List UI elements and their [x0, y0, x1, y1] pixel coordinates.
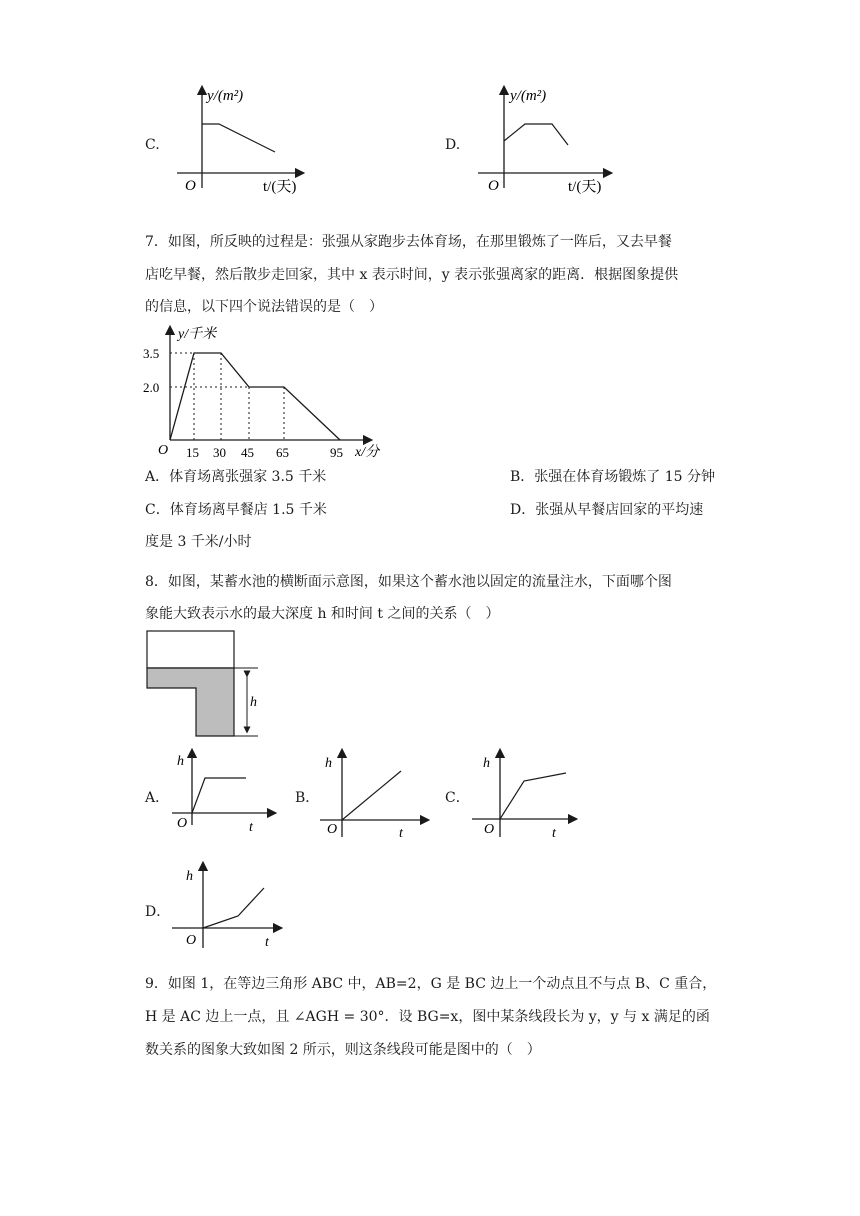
q8-option-d-graph	[168, 858, 288, 958]
q9-text-line2: H 是 AC 边上一点，且 ∠AGH = 30°．设 BG=x，图中某条线段长为 y，y 与 x 满足的函	[145, 1009, 710, 1025]
graph-line	[500, 773, 566, 819]
q6-option-d-graph	[468, 78, 618, 198]
graph-line	[192, 778, 246, 813]
q8-text-line1: 8．如图，某蓄水池的横断面示意图，如果这个蓄水池以固定的流量注水，下面哪个图	[145, 574, 672, 590]
x-axis-label: t	[265, 935, 269, 950]
q8-reservoir-diagram	[140, 626, 280, 744]
y-tick-3.5: 3.5	[143, 346, 160, 361]
q7-option-c[interactable]: C．体育场离早餐店 1.5 千米	[145, 502, 327, 518]
depth-label: h	[250, 695, 257, 710]
q7-text-line1: 7．如图，所反映的过程是：张强从家跑步去体育场，在那里锻炼了一阵后，又去早餐	[145, 234, 672, 250]
q7-text-line2: 店吃早餐，然后散步走回家，其中 x 表示时间，y 表示张强离家的距离．根据图象提供	[145, 267, 679, 283]
y-axis-label: y/(m²)	[207, 88, 244, 104]
origin-label: O	[185, 178, 196, 194]
y-axis-label: h	[325, 756, 332, 771]
origin-label: O	[484, 822, 495, 837]
x-tick-30: 30	[213, 445, 226, 460]
q7-option-a[interactable]: A．体育场离张强家 3.5 千米	[145, 469, 327, 485]
tank-upper	[147, 631, 234, 668]
q8-option-a-graph	[162, 745, 282, 845]
y-tick-2.0: 2.0	[143, 380, 160, 395]
q7-text-line3: 的信息，以下四个说法错误的是（ ）	[145, 299, 383, 315]
graph-line	[203, 888, 264, 928]
q7-option-b[interactable]: B．张强在体育场锻炼了 15 分钟	[510, 469, 716, 485]
q9-text-line1: 9．如图 1，在等边三角形 ABC 中，AB=2，G 是 BC 边上一个动点且不与点 B、C 重合，	[145, 976, 717, 992]
q7-option-d-cont: 度是 3 千米/小时	[145, 534, 252, 550]
x-axis-label: x/分	[355, 445, 380, 460]
x-tick-95: 95	[330, 445, 343, 460]
q9-text-line3: 数关系的图象大致如图 2 所示，则这条线段可能是图中的（ ）	[145, 1042, 541, 1058]
q8-option-b-label[interactable]: B．	[295, 790, 320, 806]
x-axis-label: t/(天)	[568, 179, 602, 195]
q7-distance-time-graph	[140, 322, 400, 462]
origin-label: O	[177, 816, 188, 831]
x-axis-label: t/(天)	[263, 179, 297, 195]
graph-line	[342, 771, 401, 820]
y-axis-label: y/千米	[178, 327, 217, 342]
origin-label: O	[488, 178, 499, 194]
q8-option-c-label[interactable]: C．	[445, 790, 470, 806]
graph-line	[504, 124, 568, 145]
y-axis-label: h	[483, 756, 490, 771]
x-tick-45: 45	[241, 445, 254, 460]
water-region	[147, 668, 234, 736]
q7-option-d[interactable]: D．张强从早餐店回家的平均速	[510, 502, 704, 518]
q6-option-c-graph	[165, 78, 305, 198]
x-tick-65: 65	[276, 445, 289, 460]
q8-option-a-label[interactable]: A．	[145, 790, 170, 806]
y-axis-label: y/(m²)	[510, 88, 547, 104]
q6-option-c-label: C.	[145, 137, 160, 153]
x-tick-15: 15	[186, 445, 199, 460]
graph-line	[202, 124, 275, 152]
y-axis-label: h	[186, 869, 193, 884]
graph-line	[170, 353, 340, 440]
q8-option-d-label[interactable]: D．	[145, 904, 171, 920]
origin-label: O	[327, 822, 338, 837]
q6-option-d-label: D.	[445, 137, 461, 153]
q8-option-c-graph	[470, 745, 580, 845]
q8-text-line2: 象能大致表示水的最大深度 h 和时间 t 之间的关系（ ）	[145, 606, 500, 622]
y-axis-label: h	[177, 754, 184, 769]
x-axis-label: t	[552, 826, 556, 841]
origin-label: O	[186, 933, 197, 948]
x-axis-label: t	[399, 826, 403, 841]
guide-lines	[170, 353, 284, 440]
origin-label: O	[158, 443, 169, 458]
x-axis-label: t	[249, 820, 253, 835]
q8-option-b-graph	[315, 745, 435, 845]
